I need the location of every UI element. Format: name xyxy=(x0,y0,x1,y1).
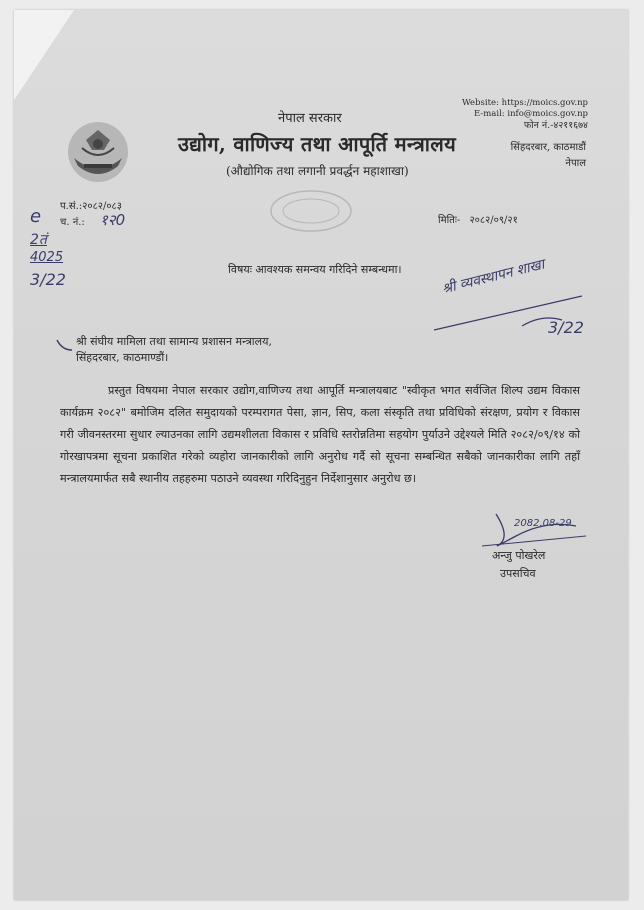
subject-line: विषयः आवश्यक समन्वय गरिदिने सम्बन्धमा। xyxy=(228,263,402,276)
recipient-line-1: श्री संघीय मामिला तथा सामान्य प्रशासन मन्त्रालय, xyxy=(76,335,272,348)
signature-mark xyxy=(476,506,596,554)
handwritten-note-3: 3/22 xyxy=(30,270,66,289)
date-value: २०८२/०९/२१ xyxy=(469,215,518,226)
dispatch-number: १२0 xyxy=(100,211,126,229)
website-text: Website: https://moics.gov.np xyxy=(462,98,588,108)
contact-block xyxy=(452,98,588,131)
ministry-name: उद्योग, वाणिज्य तथा आपूर्ति मन्त्रालय xyxy=(178,132,456,156)
date-label-text: मितिः- xyxy=(438,215,461,226)
folded-corner xyxy=(14,10,74,100)
division-name: (औद्योगिक तथा लगानी प्रवर्द्धन महाशाखा) xyxy=(226,164,409,178)
handwritten-note-2: 4025 xyxy=(30,250,64,265)
government-name: नेपाल सरकार xyxy=(278,111,342,126)
email-text: E-mail: info@moics.gov.np xyxy=(473,109,588,119)
signatory-title: उपसचिव xyxy=(500,567,536,580)
letter-number: प.सं.:२०८२/०८३ xyxy=(60,201,122,212)
handwritten-forward-date: 3/22 xyxy=(548,318,584,337)
nepal-emblem-icon xyxy=(64,118,132,186)
signature-date: 2082.08-29 xyxy=(514,518,572,529)
handwritten-tick xyxy=(56,338,74,352)
handwritten-forward-note: श्री व्यवस्थापन शाखा xyxy=(440,256,547,298)
dispatch-label: च. नं.: xyxy=(60,217,85,228)
phone-text: फोन नं.-४२११६७४ xyxy=(523,120,588,131)
country-text: नेपाल xyxy=(565,158,586,169)
date-label xyxy=(438,212,518,226)
recipient-line-2: सिंहदरबार, काठमाण्डौं। xyxy=(76,351,169,364)
signatory-name: अन्जु पोखरेल xyxy=(492,549,546,562)
handwritten-mark: e xyxy=(30,206,42,227)
location-text: सिंहदरबार, काठमाडौं xyxy=(510,142,586,153)
letter-body: प्रस्तुत विषयमा नेपाल सरकार उद्योग,वाणिज्य तथा आपूर्ति मन्त्रालयबाट "स्वीकृत भगत सर्वजित शिल्प उद्यम विकास कार्यक्रम २०८२" बमोजिम दलित समुदायको परम्परागत पेसा, ज्ञान, सिप, कला संस्कृति तथा प्रविधिको संरक्षण, प्रयोग र विकास गरी जीवनस्तरमा सुधार ल्याउनका लागि उद्यमशीलता विकास र प्रविधि स्तरोन्नतिमा सहयोग पुर्याउने उद्देश्यले मिति २०८२/०९/१४ को गोरखापत्रमा सूचना प्रकाशित गरेको व्यहोरा जानकारीको लागि अनुरोध गर्दै सो सूचना सम्बन्धित सबैको जानकारीका लागि तहाँ मन्त्रालयमार्फत सबै स्थानीय तहहरुमा पठाउने व्यवस्था गरिदिनुहुन निर्देशानुसार अनुरोध छ। xyxy=(60,384,580,485)
handwritten-note-1: 2तं xyxy=(30,232,47,248)
faint-seal-mark xyxy=(266,186,356,236)
address-block xyxy=(474,140,586,172)
